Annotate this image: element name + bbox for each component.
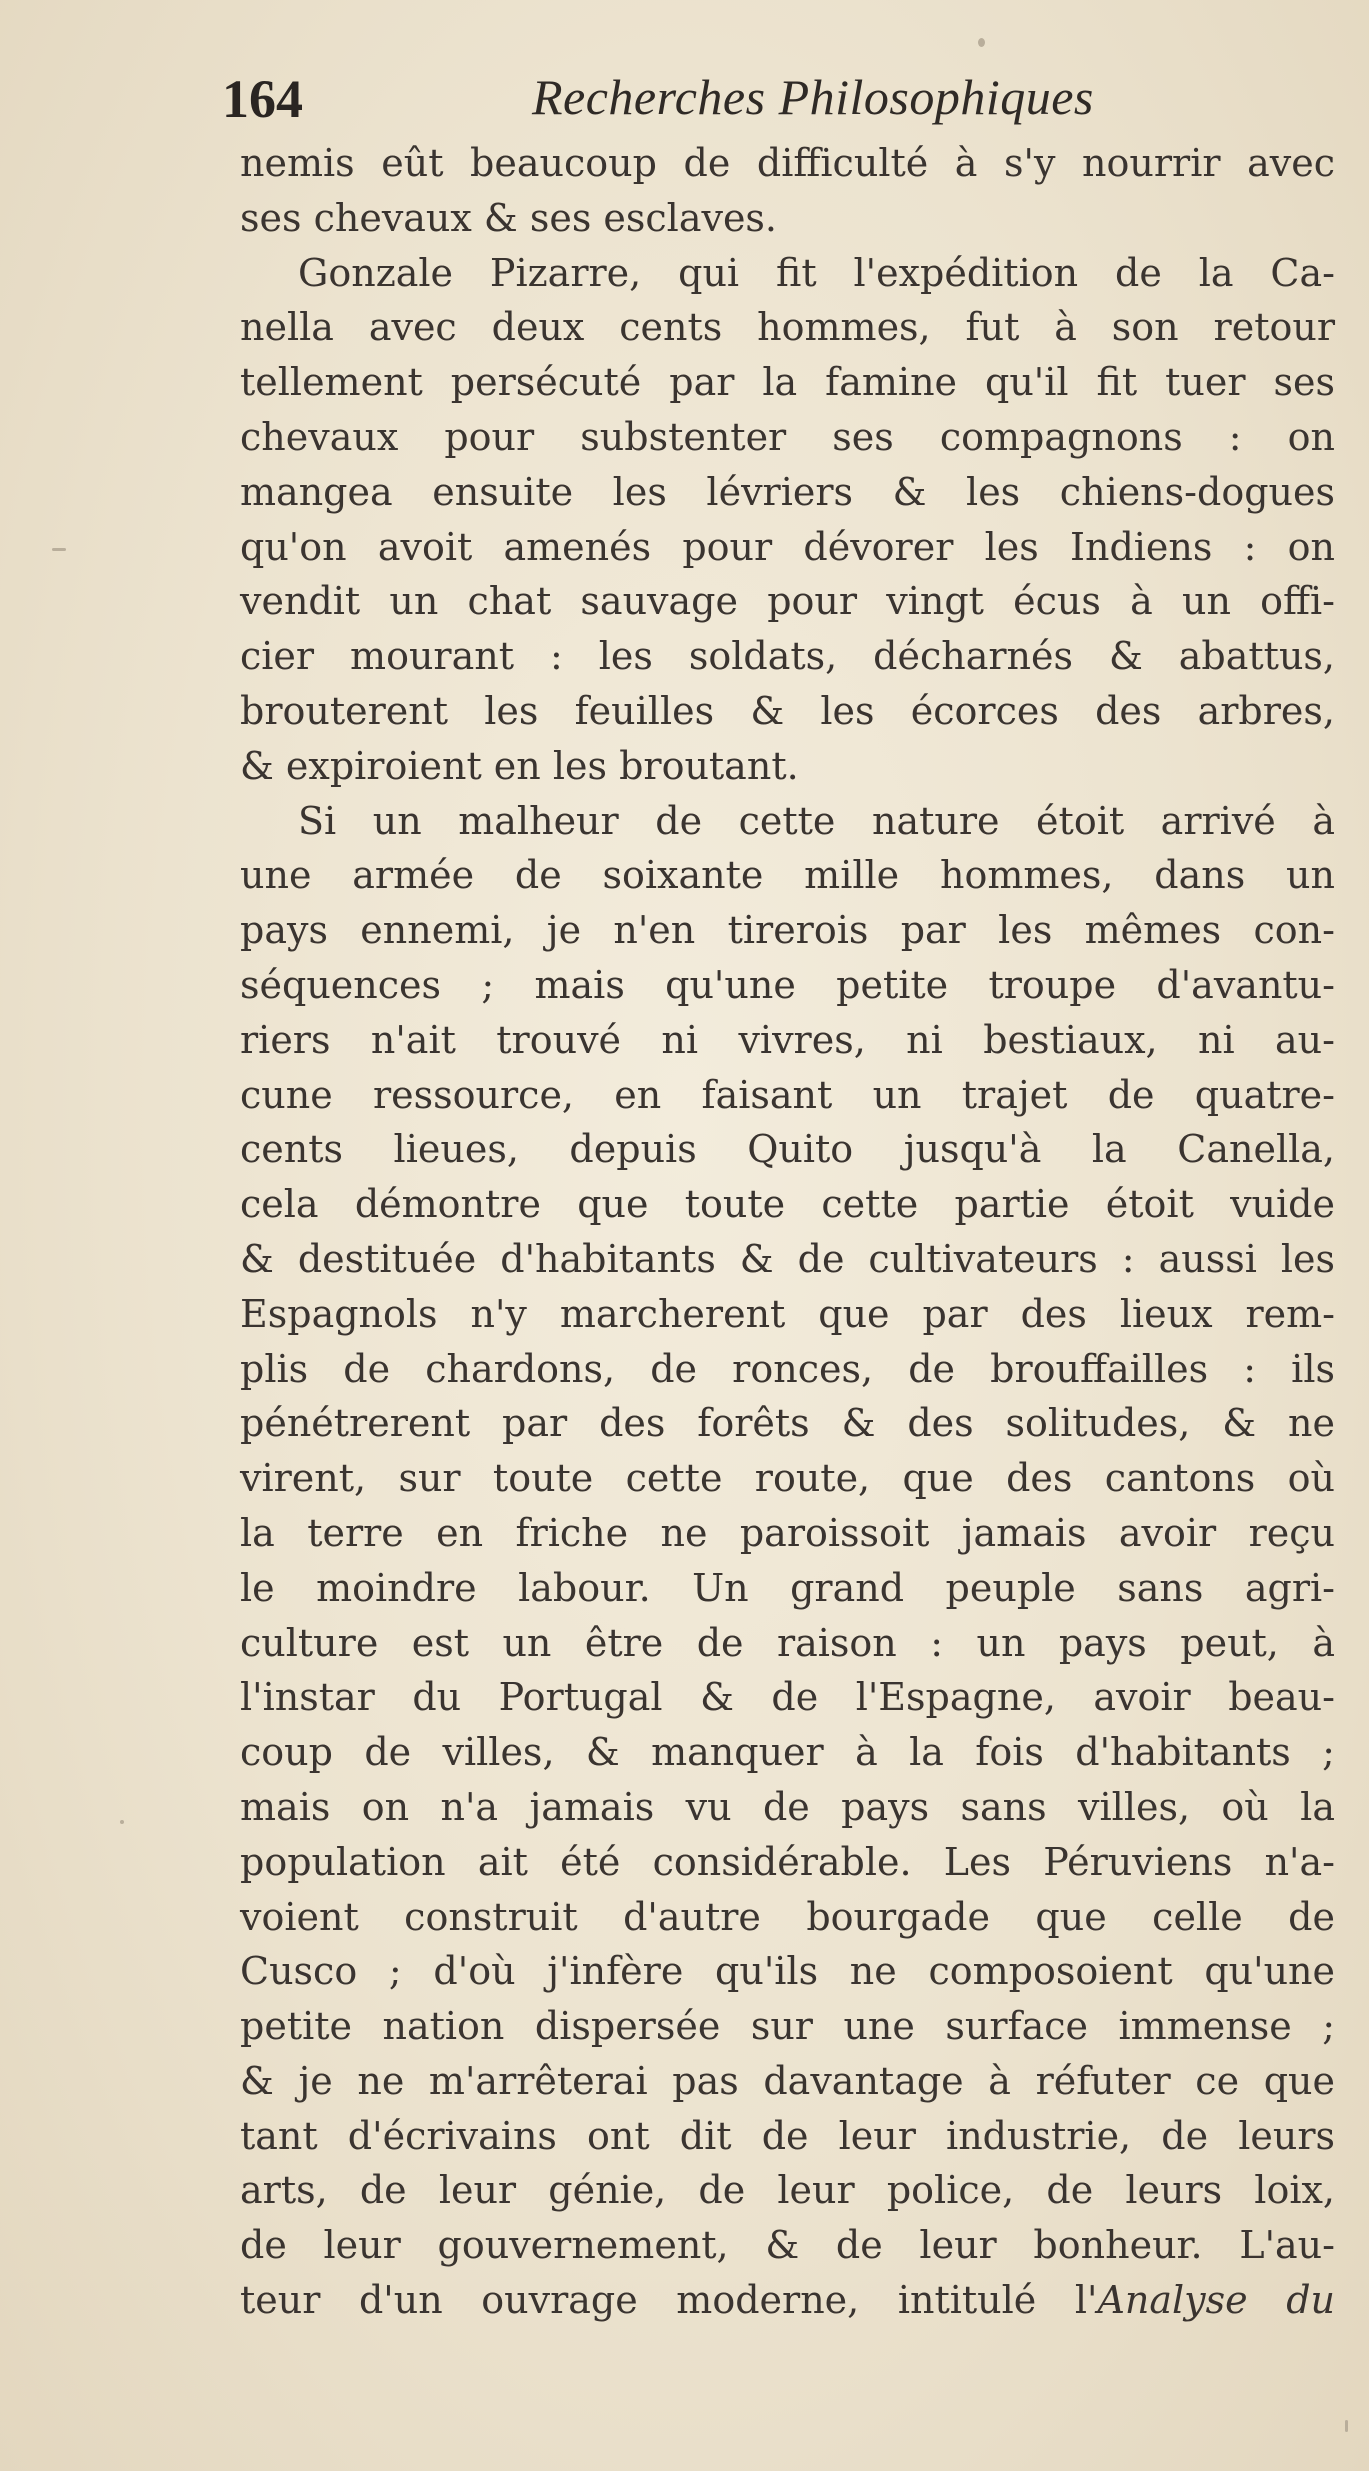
- text-line: une armée de soixante mille hommes, dans un: [240, 853, 1335, 898]
- paper-speck: [1345, 2420, 1348, 2432]
- text-line: pénétrerent par des forêts & des solitudes, & ne: [240, 1401, 1335, 1446]
- text-line: Cusco ; d'où j'infère qu'ils ne composoient qu'une: [240, 1949, 1335, 1994]
- text-line: mais on n'a jamais vu de pays sans villes, où la: [240, 1784, 1335, 1829]
- running-head: Recherches Philosophiques: [532, 69, 1094, 125]
- paragraph-start-line: Gonzale Pizarre, qui fit l'expédition de la Ca-: [298, 250, 1335, 295]
- page-number: 164: [222, 69, 303, 129]
- paragraph-start-line: Si un malheur de cette nature étoit arrivé à: [298, 798, 1335, 843]
- text-line: séquences ; mais qu'une petite troupe d'avantu-: [240, 962, 1335, 1007]
- paper-speck: [978, 38, 985, 47]
- text-line: tant d'écrivains ont dit de leur industrie, de leurs: [240, 2113, 1335, 2158]
- text-line: pays ennemi, je n'en tirerois par les mêmes con-: [240, 908, 1335, 953]
- paper-speck: [52, 548, 66, 551]
- text-line: nemis eût beaucoup de difficulté à s'y nourrir avec: [240, 141, 1335, 185]
- paper-speck: [120, 1820, 124, 1824]
- text-line: culture est un être de raison : un pays peut, à: [240, 1620, 1335, 1665]
- text-line: cune ressource, en faisant un trajet de quatre-: [240, 1072, 1335, 1117]
- text-line: cents lieues, depuis Quito jusqu'à la Canella,: [240, 1127, 1335, 1172]
- text-line: coup de villes, & manquer à la fois d'habitants ;: [240, 1730, 1335, 1775]
- text-line: qu'on avoit amenés pour dévorer les Indiens : on: [240, 524, 1335, 569]
- text-line: virent, sur toute cette route, que des cantons où: [240, 1456, 1335, 1501]
- text-line: vendit un chat sauvage pour vingt écus à un offi-: [240, 579, 1335, 624]
- text-line: nella avec deux cents hommes, fut à son retour: [240, 305, 1335, 350]
- text-line: le moindre labour. Un grand peuple sans agri-: [240, 1565, 1335, 1610]
- text-line: de leur gouvernement, & de leur bonheur. L'au-: [240, 2223, 1335, 2268]
- last-line-italic: Analyse du: [1097, 2278, 1335, 2323]
- text-line: ses chevaux & ses esclaves.: [240, 195, 778, 240]
- last-text-line: [240, 2273, 1335, 2328]
- text-line: brouterent les feuilles & les écorces des arbres,: [240, 688, 1335, 733]
- text-line: Espagnols n'y marcherent que par des lieux rem-: [240, 1291, 1335, 1336]
- page-header: [222, 68, 1302, 138]
- text-line: arts, de leur génie, de leur police, de leurs loix,: [240, 2168, 1335, 2213]
- body-text: [240, 136, 1335, 2328]
- text-line: riers n'ait trouvé ni vivres, ni bestiaux, ni au-: [240, 1017, 1335, 1062]
- last-line-roman: teur d'un ouvrage moderne, intitulé l': [240, 2278, 1098, 2323]
- text-line: mangea ensuite les lévriers & les chiens-dogues: [240, 469, 1335, 514]
- text-line: & destituée d'habitants & de cultivateurs : aussi les: [240, 1236, 1335, 1281]
- text-line: petite nation dispersée sur une surface immense ;: [240, 2004, 1335, 2049]
- text-line: la terre en friche ne paroissoit jamais avoir reçu: [240, 1510, 1335, 1555]
- text-line: population ait été considérable. Les Péruviens n'a-: [240, 1839, 1335, 1884]
- text-line: & expiroient en les broutant.: [240, 743, 799, 788]
- text-line: tellement persécuté par la famine qu'il fit tuer ses: [240, 360, 1335, 405]
- text-line: cela démontre que toute cette partie étoit vuide: [240, 1182, 1335, 1227]
- text-line: plis de chardons, de ronces, de brouffailles : ils: [240, 1346, 1335, 1391]
- text-line: l'instar du Portugal & de l'Espagne, avoir beau-: [240, 1675, 1335, 1720]
- text-line: chevaux pour substenter ses compagnons : on: [240, 414, 1335, 459]
- text-line: voient construit d'autre bourgade que celle de: [240, 1894, 1335, 1939]
- text-line: & je ne m'arrêterai pas davantage à réfuter ce que: [240, 2058, 1335, 2103]
- text-line: cier mourant : les soldats, décharnés & abattus,: [240, 634, 1335, 679]
